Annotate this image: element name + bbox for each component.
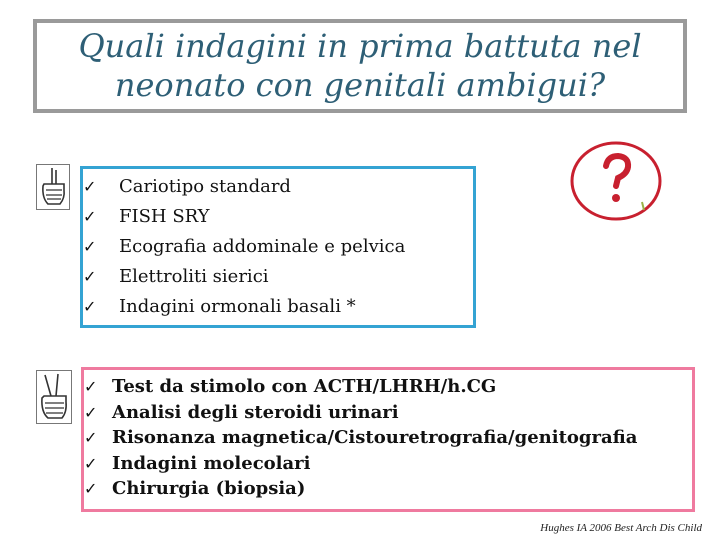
list-item: ✓ Chirurgia (biopsia)	[84, 476, 692, 502]
check-icon: ✓	[84, 428, 98, 447]
citation: Hughes IA 2006 Best Arch Dis Child	[540, 522, 702, 534]
check-icon: ✓	[83, 267, 97, 286]
check-icon: ✓	[84, 377, 98, 396]
list-item: ✓ Indagini molecolari	[84, 451, 692, 477]
list-item: ✓ FISH SRY	[83, 202, 473, 232]
list-item: ✓ Cariotipo standard	[83, 172, 473, 202]
list-item: ✓ Analisi degli steroidi urinari	[84, 400, 692, 426]
slide-title: Quali indagini in prima battuta nel neonato con genitali ambigui?	[78, 27, 642, 104]
check-icon: ✓	[83, 237, 97, 256]
list-item: ✓ Risonanza magnetica/Cistouretrografia/genitografia	[84, 425, 692, 451]
check-icon: ✓	[84, 402, 98, 422]
first-line-investigations-box	[80, 166, 476, 328]
second-line-list	[84, 370, 692, 502]
hand-two-fingers-icon	[36, 370, 72, 424]
check-icon: ✓	[83, 177, 97, 196]
check-icon: ✓	[83, 207, 97, 226]
second-line-investigations-box	[81, 367, 695, 512]
question-mark-icon	[566, 136, 666, 226]
hand-one-finger-icon	[36, 164, 70, 210]
list-item: ✓ Indagini ormonali basali *	[83, 292, 473, 322]
list-item: ✓ Ecografia addominale e pelvica	[83, 232, 473, 262]
check-icon: ✓	[84, 479, 98, 498]
list-item: ✓ Test da stimolo con ACTH/LHRH/h.CG	[84, 374, 692, 400]
check-icon: ✓	[84, 453, 98, 473]
check-icon: ✓	[83, 297, 97, 316]
list-item: ✓ Elettroliti sierici	[83, 262, 473, 292]
first-line-list	[83, 169, 473, 322]
title-box	[33, 19, 687, 113]
